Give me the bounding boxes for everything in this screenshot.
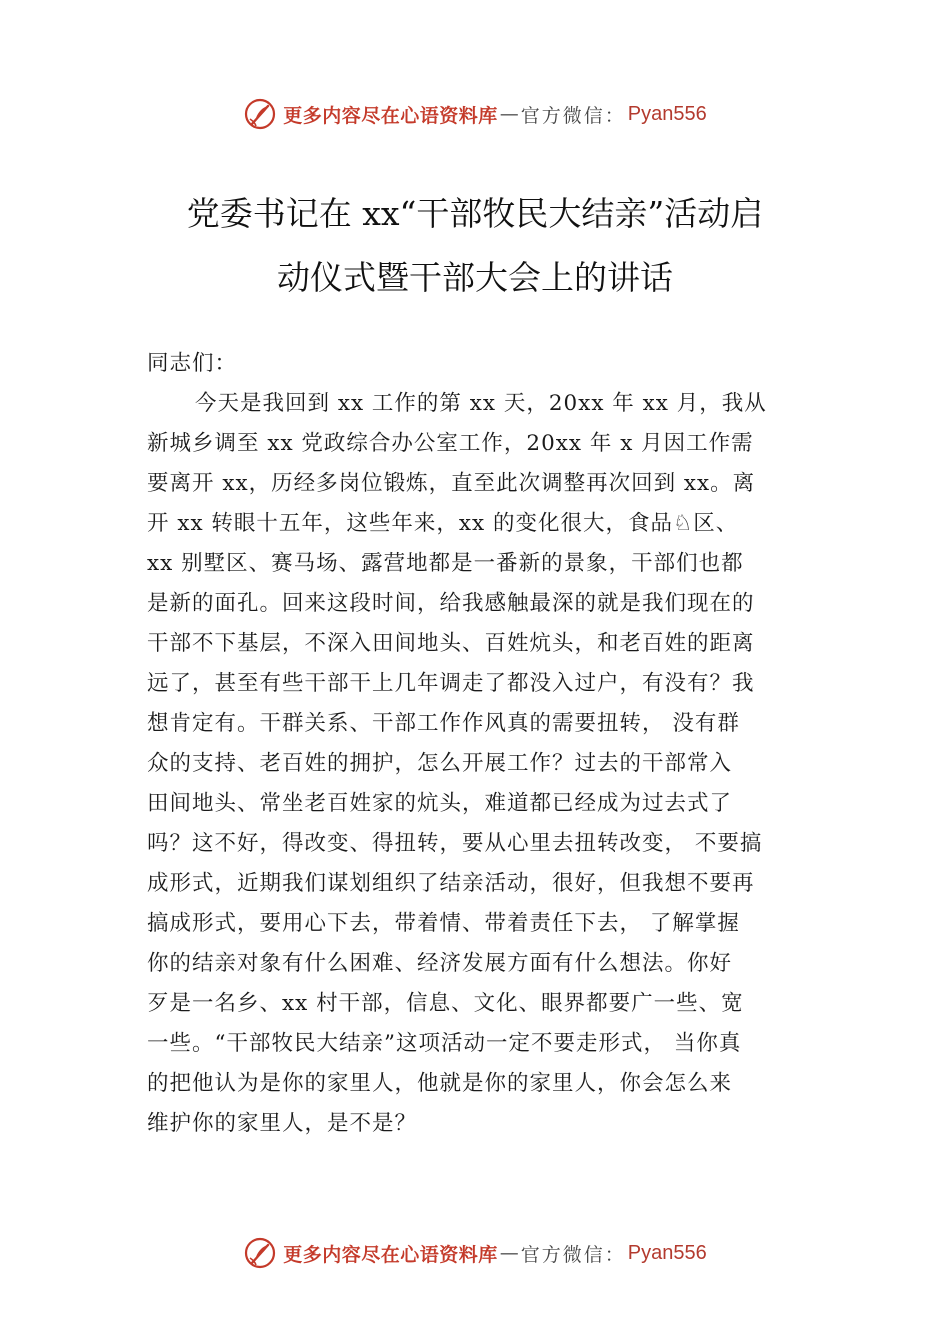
wechat-handle: Pyan556 — [627, 102, 707, 125]
paragraph-line: 田间地头、常坐老百姓家的炕头，难道都已经成为过去式了 — [147, 791, 733, 816]
salutation: 同志们： — [147, 351, 238, 376]
wechat-label: 官方微信： — [520, 1243, 626, 1266]
paragraph-line: 是新的面孔。回来这段时间，给我感触最深的就是我们现在的 — [147, 591, 755, 616]
wechat-label: 官方微信： — [520, 104, 626, 127]
paragraph-line: 搞成形式，要用心下去，带着情、带着责任下去， 了解掌握 — [147, 911, 740, 936]
paragraph-line: 今天是我回到 xx 工作的第 xx 天，20xx 年 xx 月，我从 — [195, 391, 767, 416]
paragraph-line: 吗？这不好，得改变、得扭转，要从心里去扭转改变， 不要搞 — [147, 831, 763, 856]
paragraph-line: 想肯定有。干群关系、干部工作作风真的需要扭转， 没有群 — [147, 711, 740, 736]
footer-banner — [0, 1233, 950, 1273]
document-title-line-2: 动仪式暨干部大会上的讲话 — [277, 258, 673, 297]
paragraph-line: 成形式，近期我们谋划组织了结亲活动，很好，但我想不要再 — [147, 871, 755, 896]
quill-pen-icon — [243, 1236, 277, 1270]
paragraph-line: 要离开 xx，历经多岗位锻炼，直至此次调整再次回到 xx。离 — [147, 471, 756, 496]
quill-pen-icon — [243, 97, 277, 131]
wechat-handle: Pyan556 — [627, 1241, 707, 1264]
header-banner — [0, 94, 950, 134]
paragraph-line: 歹是一名乡、xx 村干部，信息、文化、眼界都要广一些、宽 — [147, 991, 744, 1016]
paragraph-line: 新城乡调至 xx 党政综合办公室工作，20xx 年 x 月因工作需 — [147, 431, 754, 456]
promo-dash: — — [499, 1242, 519, 1264]
paragraph-line: 开 xx 转眼十五年，这些年来，xx 的变化很大，食品♘区、 — [147, 511, 739, 536]
paragraph-line: 维护你的家里人，是不是？ — [147, 1111, 418, 1136]
paragraph-line: 远了，甚至有些干部干上几年调走了都没入过户，有没有？我 — [147, 671, 755, 696]
speech-body — [147, 344, 827, 1144]
paragraph-line: 的把他认为是你的家里人，他就是你的家里人，你会怎么来 — [147, 1071, 733, 1096]
promo-text: 更多内容尽在心语资料库 — [283, 104, 498, 127]
promo-dash: — — [499, 103, 519, 125]
document-title-line-1: 党委书记在 xx“干部牧民大结亲”活动启 — [186, 194, 764, 233]
paragraph-line: 你的结亲对象有什么困难、经济发展方面有什么想法。你好 — [147, 951, 733, 976]
promo-text: 更多内容尽在心语资料库 — [283, 1243, 498, 1266]
paragraph-line: 干部不下基层，不深入田间地头、百姓炕头，和老百姓的距离 — [147, 631, 755, 656]
paragraph-line: 众的支持、老百姓的拥护，怎么开展工作？过去的干部常入 — [147, 751, 733, 776]
paragraph-line: xx 别墅区、赛马场、露营地都是一番新的景象，干部们也都 — [147, 551, 744, 576]
paragraph-line: 一些。“干部牧民大结亲”这项活动一定不要走形式， 当你真 — [147, 1031, 742, 1056]
